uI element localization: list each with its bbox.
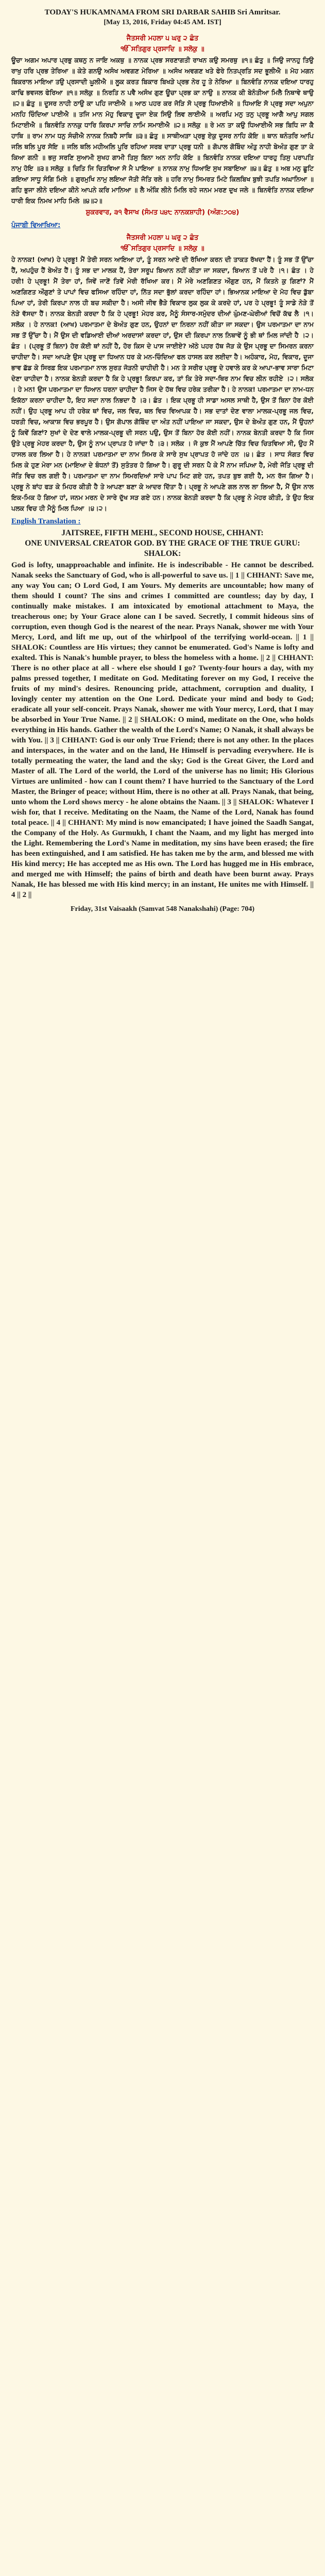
english-translation-text: God is lofty, unapproachable and infinite. He is indescribable - He cannot be described. Nanak seeks the Sanctuary of God, who is all-powerful to save us. || 1 || CHHANT: Save me, any way You can; O Lord God, I am Yours. My demerits are uncountable; how many of them should I count? The sins and crimes I committed are countless; day by day, I continually make mistakes. I am intoxicated by emotional attachment to Maya, the treacherous one; by Your Grace alone can I be saved. Secretly, I commit hideous sins of corruption, even though God is the nearest of the near. Prays Nanak, shower me with Your Mercy, Lord, and lift me up, out of the whirlpool of the terrifying world-ocean. || 1 || SHALOK: Countless are His virtues; they cannot be enumerated. God's Name is lofty and exalted. This is Nanak's humble prayer, to bless the homeless with a home. || 2 || CHHANT: There is no other place at all - where else should I go? Twenty-four hours a day, with my palms pressed together, I meditate on God. Meditating forever on my God, I receive the fruits of my mind's desires. Renouncing pride, attachment, corruption and duality, I lovingly center my attention on the One Lord. Dedicate your mind and body to God; eradicate all your self-conceit. Prays Nanak, shower me with Your mercy, Lord, that I may be absorbed in Your True Name. || 2 || SHALOK: O mind, meditate on the One, who holds everything in His hands. Gather the wealth of the Lord's Name; O Nanak, it shall always be with You. || 3 || CHHANT: God is our only True Friend; there is not any other. In the places and interspaces, in the water and on the land, He Himself is pervading everywhere. He is totally permeating the water, the land and the sky; God is the Great Giver, the Lord and Master of all. The Lord of the world, the Lord of the universe has no limit; His Glorious Virtues are unlimited - how can I count them? I have hurried to the Sanctuary of the Lord Master, the Bringer of peace; without Him, there is no other at all. Prays Nanak, that being, unto whom the Lord shows mercy - he alone obtains the Naam. || 3 || SHALOK: Whatever I wish for, that I receive. Meditating on the Naam, the Name of the Lord, Nanak has found total peace. || 4 || CHHANT: My mind is now emancipated; I have joined the Saadh Sangat, the Company of the Holy. As Gurmukh, I chant the Naam, and my light has merged into the Light. Remembering the Lord's Name in meditation, my sins have been erased; the fire has been extinguished, and I am satisfied. He has taken me by the arm, and blessed me with His kind mercy; He has accepted me as His own. The Lord has hugged me in His embrace, and merged me with Himself; the pains of birth and death have been burnt away. Prays Nanak, He has blessed me with His kind mercy; in an instant, He unites me with Himself. || 4 || 2 || [11, 561, 314, 899]
gurmukhi-section [11, 33, 314, 218]
punjabi-explanation-link[interactable]: ਪੰਜਾਬੀ ਵਿਆਖਿਆ: [11, 222, 61, 229]
gurmukhi-meta: ਸ਼ੁਕਰਵਾਰ, ੩੧ ਵੈਸਾਖ (ਸੰਮਤ ੫੪੮ ਨਾਨਕਸ਼ਾਹੀ) (ਅੰਗ:੭੦੪) [85, 209, 240, 216]
english-translation-link[interactable]: English Translation : [11, 517, 81, 526]
gurmukhi-shabad-text: ਊਚਾ ਅਗਮ ਅਪਾਰ ਪ੍ਰਭੁ ਕਥਨੁ ਨ ਜਾਇ ਅਕਥੁ ॥ ਨਾਨਕ ਪ੍ਰਭ ਸਰਣਾਗਤੀ ਰਾਖਨ ਕਉ ਸਮਰਥੁ ॥੧॥ ਛੰਤੁ ॥ ਜਿਉ ਜਾਨਹੁ ਤਿਉ ਰਾਖੁ ਹਰਿ ਪ੍ਰਭ ਤੇਰਿਆ ॥ ਕੇਤੇ ਗਨਉ ਅਸੰਖ ਅਵਗਣ ਮੇਰਿਆ ॥ ਅਸੰਖ ਅਵਗਣ ਖਤੇ ਫੇਰੇ ਨਿਤਪ੍ਰਤਿ ਸਦ ਭੂਲੀਐ ॥ ਮੋਹ ਮਗਨ ਬਿਕਰਾਲ ਮਾਇਆ ਤਉ ਪ੍ਰਸਾਦੀ ਘੂਲੀਐ ॥ ਲੂਕ ਕਰਤ ਬਿਕਾਰ ਬਿਖੜੇ ਪ੍ਰਭ ਨੇਰ ਹੂ ਤੇ ਨੇਰਿਆ ॥ ਬਿਨਵੰਤਿ ਨਾਨਕ ਦਇਆ ਧਾਰਹੁ ਕਾਢਿ ਭਵਜਲ ਫੇਰਿਆ ॥੧॥ ਸਲੋਕੁ ॥ ਨਿਰਤਿ ਨ ਪਵੈ ਅਸੰਖ ਗੁਣ ਊਚਾ ਪ੍ਰਭ ਕਾ ਨਾਉ ॥ ਨਾਨਕ ਕੀ ਬੇਨੰਤੀਆ ਮਿਲੈ ਨਿਥਾਵੇ ਥਾਉ ॥੨॥ ਛੰਤੁ ॥ ਦੂਸਰ ਨਾਹੀ ਠਾਉ ਕਾ ਪਹਿ ਜਾਈਐ ॥ ਆਠ ਪਹਰ ਕਰ ਜੋੜਿ ਸੋ ਪ੍ਰਭੁ ਧਿਆਈਐ ॥ ਧਿਆਇ ਸੋ ਪ੍ਰਭੁ ਸਦਾ ਅਪੁਨਾ ਮਨਹਿ ਚਿੰਦਿਆ ਪਾਈਐ ॥ ਤਜਿ ਮਾਨ ਮੋਹੁ ਵਿਕਾਰੁ ਦੂਜਾ ਏਕ ਸਿਉ ਲਿਵ ਲਾਈਐ ॥ ਅਰਪਿ ਮਨੁ ਤਨੁ ਪ੍ਰਭੂ ਆਗੈ ਆਪੁ ਸਗਲ ਮਿਟਾਈਐ ॥ ਬਿਨਵੰਤਿ ਨਾਨਕੁ ਧਾਰਿ ਕਿਰਪਾ ਸਾਚਿ ਨਾਮਿ ਸਮਾਈਐ ॥੨॥ ਸਲੋਕੁ ॥ ਰੇ ਮਨ ਤਾ ਕਉ ਧਿਆਈਐ ਸਭ ਬਿਧਿ ਜਾ ਕੈ ਹਾਥਿ ॥ ਰਾਮ ਨਾਮ ਧਨੁ ਸੰਚੀਐ ਨਾਨਕ ਨਿਬਹੈ ਸਾਥਿ ॥੩॥ ਛੰਤੁ ॥ ਸਾਥੀਅੜਾ ਪ੍ਰਭੁ ਏਕੁ ਦੂਸਰ ਨਾਹਿ ਕੋਇ ॥ ਥਾਨ ਥਨੰਤਰਿ ਆਪਿ ਜਲਿ ਥਲਿ ਪੂਰ ਸੋਇ ॥ ਜਲਿ ਥਲਿ ਮਹੀਅਲਿ ਪੂਰਿ ਰਹਿਆ ਸਰਬ ਦਾਤਾ ਪ੍ਰਭੁ ਧਨੀ ॥ ਗੋਪਾਲ ਗੋਬਿੰਦ ਅੰਤੁ ਨਾਹੀ ਬੇਅੰਤ ਗੁਣ ਤਾ ਕੇ ਕਿਆ ਗਨੀ ॥ ਭਜੁ ਸਰਣਿ ਸੁਆਮੀ ਸੁਖਹ ਗਾਮੀ ਤਿਸੁ ਬਿਨਾ ਅਨ ਨਾਹਿ ਕੋਇ ॥ ਬਿਨਵੰਤਿ ਨਾਨਕ ਦਇਆ ਧਾਰਹੁ ਤਿਸੁ ਪਰਾਪਤਿ ਨਾਮੁ ਹੋਇ ॥੩॥ ਸਲੋਕੁ ॥ ਚਿਤਿ ਜਿ ਚਿਤਵਿਆ ਸੋ ਮੈ ਪਾਇਆ ॥ ਨਾਨਕ ਨਾਮੁ ਧਿਆਇ ਸੁਖ ਸਬਾਇਆ ॥੪॥ ਛੰਤੁ ॥ ਅਬ ਮਨੁ ਛੂਟਿ ਗਇਆ ਸਾਧੂ ਸੰਗਿ ਮਿਲੇ ॥ ਗੁਰਮੁਖਿ ਨਾਮੁ ਲਇਆ ਜੋਤੀ ਜੋਤਿ ਰਲੇ ॥ ਹਰਿ ਨਾਮੁ ਸਿਮਰਤ ਮਿਟੇ ਕਿਲਬਿਖ ਬੁਝੀ ਤਪਤਿ ਅਘਾਨਿਆ ॥ ਗਹਿ ਭੁਜਾ ਲੀਨੇ ਦਇਆ ਕੀਨੇ ਆਪਨੇ ਕਰਿ ਮਾਨਿਆ ॥ ਲੈ ਅੰਕਿ ਲੀਨੇ ਮਿਲਿ ਰਹੇ ਜਨਮ ਮਰਣ ਦੁਖ ਜਲੇ ॥ ਬਿਨਵੰਤਿ ਨਾਨਕ ਦਇਆ ਧਾਰੀ ਇਕ ਨਿਮਖ ਮਾਹਿ ਮਿਲੇ ॥੪॥੨॥ [11, 56, 314, 205]
page-date: [May 13, 2016, Friday 04:45 AM. IST] [104, 19, 221, 26]
page-footer: Friday, 31st Vaisaakh (Samvat 548 Nanakshahi) (Page: 704) [70, 905, 255, 913]
gurmukhi-heading: ਜੈਤਸਰੀ ਮਹਲਾ ੫ ਘਰੁ ੨ ਛੰਤ ੴ ਸਤਿਗੁਰ ਪ੍ਰਸਾਦਿ ॥ ਸਲੋਕੁ ॥ [121, 35, 204, 53]
english-section [11, 516, 314, 900]
punjabi-heading: ਜੈਤਸਰੀ ਮਹਲਾ ੫ ਘਰੁ ੨ ਛੰਤ ੴ ਸਤਿਗੁਰ ਪ੍ਰਸਾਦਿ ॥ ਸਲੋਕੁ ॥ [121, 234, 204, 252]
punjabi-section [11, 220, 314, 514]
page-title: TODAY'S HUKAMNAMA FROM SRI DARBAR SAHIB Sri Amritsar. [44, 8, 281, 16]
punjabi-explanation-text: ਹੇ ਨਾਨਕ! (ਆਖ) ਹੇ ਪ੍ਰਭੂ! ਮੈਂ ਤੇਰੀ ਸਰਨ ਆਇਆ ਹਾਂ, ਤੂੰ ਸਰਨ ਆਏ ਦੀ ਰੱਖਿਆ ਕਰਨ ਦੀ ਤਾਕਤ ਰੱਖਦਾ ਹੈਂ। ਤੂੰ ਸਭ ਤੋਂ ਉੱਚਾ ਹੈਂ, ਅਪਹੁੰਚ ਹੈਂ ਬੇਅੰਤ ਹੈਂ। ਤੂੰ ਸਭ ਦਾ ਮਾਲਕ ਹੈਂ, ਤੇਰਾ ਸਰੂਪ ਬਿਆਨ ਨਹੀਂ ਕੀਤਾ ਜਾ ਸਕਦਾ, ਬਿਆਨ ਤੋਂ ਪਰੇ ਹੈ ।੧। ਛੰਤ । ਹੇ ਹਰੀ! ਹੇ ਪ੍ਰਭੂ! ਮੈਂ ਤੇਰਾ ਹਾਂ, ਜਿਵੇਂ ਜਾਣੇਂ ਤਿਵੇਂ ਮੇਰੀ ਰੱਖਿਆ ਕਰ। ਮੈਂ ਮੇਰੇ ਅਣਗਿਣਤ ਔਗੁਣ ਹਨ, ਮੈਂ ਕਿਤਨੇ ਕੁ ਗਿਣਾਂ? ਮੈਂ ਅਣਗਿਣਤ ਔਗੁਣਾਂ ਤੇ ਪਾਪਾਂ ਵਿਚ ਫਸਿਆ ਰਹਿੰਦਾ ਹਾਂ, ਨਿੱਤ ਸਦਾ ਭੁੱਲਾਂ ਕਰਦਾ ਰਹਿੰਦਾ ਹਾਂ। ਭਿਆਨਕ ਮਾਇਆ ਦੇ ਮੋਹ ਵਿਚ ਡੁੱਬਾ ਪਿਆ ਹਾਂ, ਤੇਰੀ ਕਿਰਪਾ ਨਾਲ ਹੀ ਬਚ ਸਕੀਦਾ ਹੈ। ਅਸੀ ਜੀਵ ਭੈੜੇ ਵਿਕਾਰ ਲੁਕ ਲੁਕ ਕੇ ਕਰਦੇ ਹਾਂ, ਪਰ ਹੇ ਪ੍ਰਭੂ! ਤੂੰ ਸਾਡੇ ਨੇੜੇ ਤੋਂ ਨੇੜੇ ਵੱਸਦਾ ਹੈਂ। ਨਾਨਕ ਬੇਨਤੀ ਕਰਦਾ ਹੈ ਕਿ ਹੇ ਪ੍ਰਭੂ! ਮੇਹਰ ਕਰ, ਮੈਨੂੰ ਸੰਸਾਰ-ਸਮੁੰਦਰ ਦੀਆਂ ਘੁੰਮਣ-ਘੇਰੀਆਂ ਵਿਚੋਂ ਕੱਢ ਲੈ ।੧। ਸਲੋਕ । ਹੇ ਨਾਨਕ! (ਆਖ) ਪਰਮਾਤਮਾ ਦੇ ਬੇਅੰਤ ਗੁਣ ਹਨ, ਉਹਨਾਂ ਦਾ ਨਿਰਨਾ ਨਹੀਂ ਕੀਤਾ ਜਾ ਸਕਦਾ। ਉਸ ਪਰਮਾਤਮਾ ਦਾ ਨਾਮ ਸਭ ਤੋਂ ਉੱਚਾ ਹੈ। ਮੈਂ ਉਸ ਦੀ ਵਡਿਆਈ ਦੀਆਂ ਅਰਦਾਸਾਂ ਕਰਦਾ ਹਾਂ, ਉਸ ਦੀ ਕਿਰਪਾ ਨਾਲ ਨਿਥਾਵੇਂ ਨੂੰ ਭੀ ਥਾਂ ਮਿਲ ਜਾਂਦੀ ਹੈ ।੨। ਛੰਤ । (ਪ੍ਰਭੂ ਤੋਂ ਬਿਨਾ) ਹੋਰ ਕੋਈ ਥਾਂ ਨਹੀਂ ਹੈ, ਹੋਰ ਕਿਸ ਦੇ ਪਾਸ ਜਾਈਏ? ਅੱਠੇ ਪਹਰ ਹੱਥ ਜੋੜ ਕੇ ਉਸ ਪ੍ਰਭੂ ਦਾ ਸਿਮਰਨ ਕਰਨਾ ਚਾਹੀਦਾ ਹੈ। ਸਦਾ ਆਪਣੇ ਉਸ ਪ੍ਰਭੂ ਦਾ ਧਿਆਨ ਧਰ ਕੇ ਮਨ-ਚਿੰਦਿਆ ਫਲ ਹਾਸਲ ਕਰ ਲਈਦਾ ਹੈ। ਅਹੰਕਾਰ, ਮੋਹ, ਵਿਕਾਰ, ਦੂਜਾ ਭਾਵ ਛੱਡ ਕੇ ਸਿਰਫ਼ ਇਕ ਪਰਮਾਤਮਾ ਨਾਲ ਸੁਰਤ ਜੋੜਨੀ ਚਾਹੀਦੀ ਹੈ। ਮਨ ਤੇ ਸਰੀਰ ਪ੍ਰਭੂ ਦੇ ਹਵਾਲੇ ਕਰ ਕੇ ਆਪਾ-ਭਾਵ ਸਾਰਾ ਮਿਟਾ ਦੇਣਾ ਚਾਹੀਦਾ ਹੈ। ਨਾਨਕ ਬੇਨਤੀ ਕਰਦਾ ਹੈ ਕਿ ਹੇ ਪ੍ਰਭੂ! ਕਿਰਪਾ ਕਰ, ਤਾਂ ਕਿ ਤੇਰੇ ਸਦਾ-ਥਿਰ ਨਾਮ ਵਿਚ ਲੀਨ ਰਹੀਏ ।੨। ਸਲੋਕ । ਹੇ ਮਨ! ਉਸ ਪਰਮਾਤਮਾ ਦਾ ਧਿਆਨ ਧਰਨਾ ਚਾਹੀਦਾ ਹੈ ਜਿਸ ਦੇ ਹੱਥ ਵਿਚ ਹਰੇਕ ਤਰੀਕਾ ਹੈ। ਹੇ ਨਾਨਕ! ਪਰਮਾਤਮਾ ਦਾ ਨਾਮ-ਧਨ ਇਕੱਠਾ ਕਰਨਾ ਚਾਹੀਦਾ ਹੈ, ਇਹ ਸਦਾ ਨਾਲ ਨਿਭਦਾ ਹੈ ।੩। ਛੰਤ । ਇਕ ਪ੍ਰਭੂ ਹੀ ਸਾਡਾ ਅਸਲ ਸਾਥੀ ਹੈ, ਉਸ ਤੋਂ ਬਿਨਾ ਹੋਰ ਕੋਈ ਨਹੀਂ। ਉਹ ਪ੍ਰਭੂ ਆਪ ਹੀ ਹਰੇਕ ਥਾਂ ਵਿਚ, ਜਲ ਵਿਚ, ਥਲ ਵਿਚ ਵਿਆਪਕ ਹੈ। ਸਭ ਦਾਤਾਂ ਦੇਣ ਵਾਲਾ ਮਾਲਕ-ਪ੍ਰਭੂ ਜਲ ਵਿਚ, ਧਰਤੀ ਵਿਚ, ਆਕਾਸ਼ ਵਿਚ ਭਰਪੂਰ ਹੈ। ਉਸ ਗੋਪਾਲ ਗੋਬਿੰਦ ਦਾ ਅੰਤ ਨਹੀਂ ਪਾਇਆ ਜਾ ਸਕਦਾ, ਉਸ ਦੇ ਬੇਅੰਤ ਗੁਣ ਹਨ, ਮੈਂ ਉਹਨਾਂ ਨੂੰ ਕਿਵੇਂ ਗਿਣਾਂ? ਸੁਖਾਂ ਦੇ ਦੇਣ ਵਾਲੇ ਮਾਲਕ-ਪ੍ਰਭੂ ਦੀ ਸਰਨ ਪਉ, ਉਸ ਤੋਂ ਬਿਨਾ ਹੋਰ ਕੋਈ ਨਹੀਂ। ਨਾਨਕ ਬੇਨਤੀ ਕਰਦਾ ਹੈ ਕਿ ਜਿਸ ਉਤੇ ਪ੍ਰਭੂ ਮੇਹਰ ਕਰਦਾ ਹੈ, ਉਸ ਨੂੰ ਨਾਮ ਪ੍ਰਾਪਤ ਹੋ ਜਾਂਦਾ ਹੈ ।੩। ਸਲੋਕ । ਜੋ ਕੁਝ ਮੈਂ ਆਪਣੇ ਚਿੱਤ ਵਿਚ ਚਿਤਵਿਆ ਸੀ, ਉਹ ਮੈਂ ਹਾਸਲ ਕਰ ਲਿਆ ਹੈ। ਹੇ ਨਾਨਕ! ਪਰਮਾਤਮਾ ਦਾ ਨਾਮ ਸਿਮਰ ਕੇ ਸਾਰੇ ਸੁਖ ਪ੍ਰਾਪਤ ਹੋ ਜਾਂਦੇ ਹਨ ।੪। ਛੰਤ । ਸਾਧ ਸੰਗਤ ਵਿਚ ਮਿਲ ਕੇ ਹੁਣ ਮੇਰਾ ਮਨ (ਮਾਇਆ ਦੇ ਬੰਧਨਾਂ ਤੋਂ) ਸੁਤੰਤਰ ਹੋ ਗਿਆ ਹੈ। ਗੁਰੂ ਦੀ ਸਰਨ ਪੈ ਕੇ ਮੈਂ ਨਾਮ ਜਪਿਆ ਹੈ, ਮੇਰੀ ਜੋਤਿ ਪ੍ਰਭੂ ਦੀ ਜੋਤਿ ਵਿਚ ਰਲ ਗਈ ਹੈ। ਪਰਮਾਤਮਾ ਦਾ ਨਾਮ ਸਿਮਰਦਿਆਂ ਸਾਰੇ ਪਾਪ ਮਿਟ ਗਏ ਹਨ, ਤਪਤ ਬੁਝ ਗਈ ਹੈ, ਮਨ ਰੱਜ ਗਿਆ ਹੈ। ਪ੍ਰਭੂ ਨੇ ਬਾਂਹ ਫੜ ਕੇ ਮਿਹਰ ਕੀਤੀ ਹੈ ਤੇ ਆਪਣਾ ਬਣਾ ਕੇ ਆਦਰ ਦਿੱਤਾ ਹੈ। ਪ੍ਰਭੂ ਨੇ ਆਪਣੇ ਗਲ ਨਾਲ ਲਾ ਲਿਆ ਹੈ, ਮੈਂ ਉਸ ਨਾਲ ਇਕ-ਮਿਕ ਹੋ ਗਿਆ ਹਾਂ, ਜਨਮ ਮਰਨ ਦੇ ਸਾਰੇ ਦੁੱਖ ਸੜ ਗਏ ਹਨ। ਨਾਨਕ ਬੇਨਤੀ ਕਰਦਾ ਹੈ ਕਿ ਪ੍ਰਭੂ ਨੇ ਮੇਹਰ ਕੀਤੀ, ਤੇ ਉਹ ਇਕ ਪਲਕ ਵਿਚ ਹੀ ਮੈਨੂੰ ਮਿਲ ਪਿਆ ।੪।੨। [11, 256, 314, 512]
english-heading: JAITSREE, FIFTH MEHL, SECOND HOUSE, CHHANT: ONE UNIVERSAL CREATOR GOD. BY THE GRACE OF THE TRUE GURU: SHALOK: [25, 529, 300, 558]
